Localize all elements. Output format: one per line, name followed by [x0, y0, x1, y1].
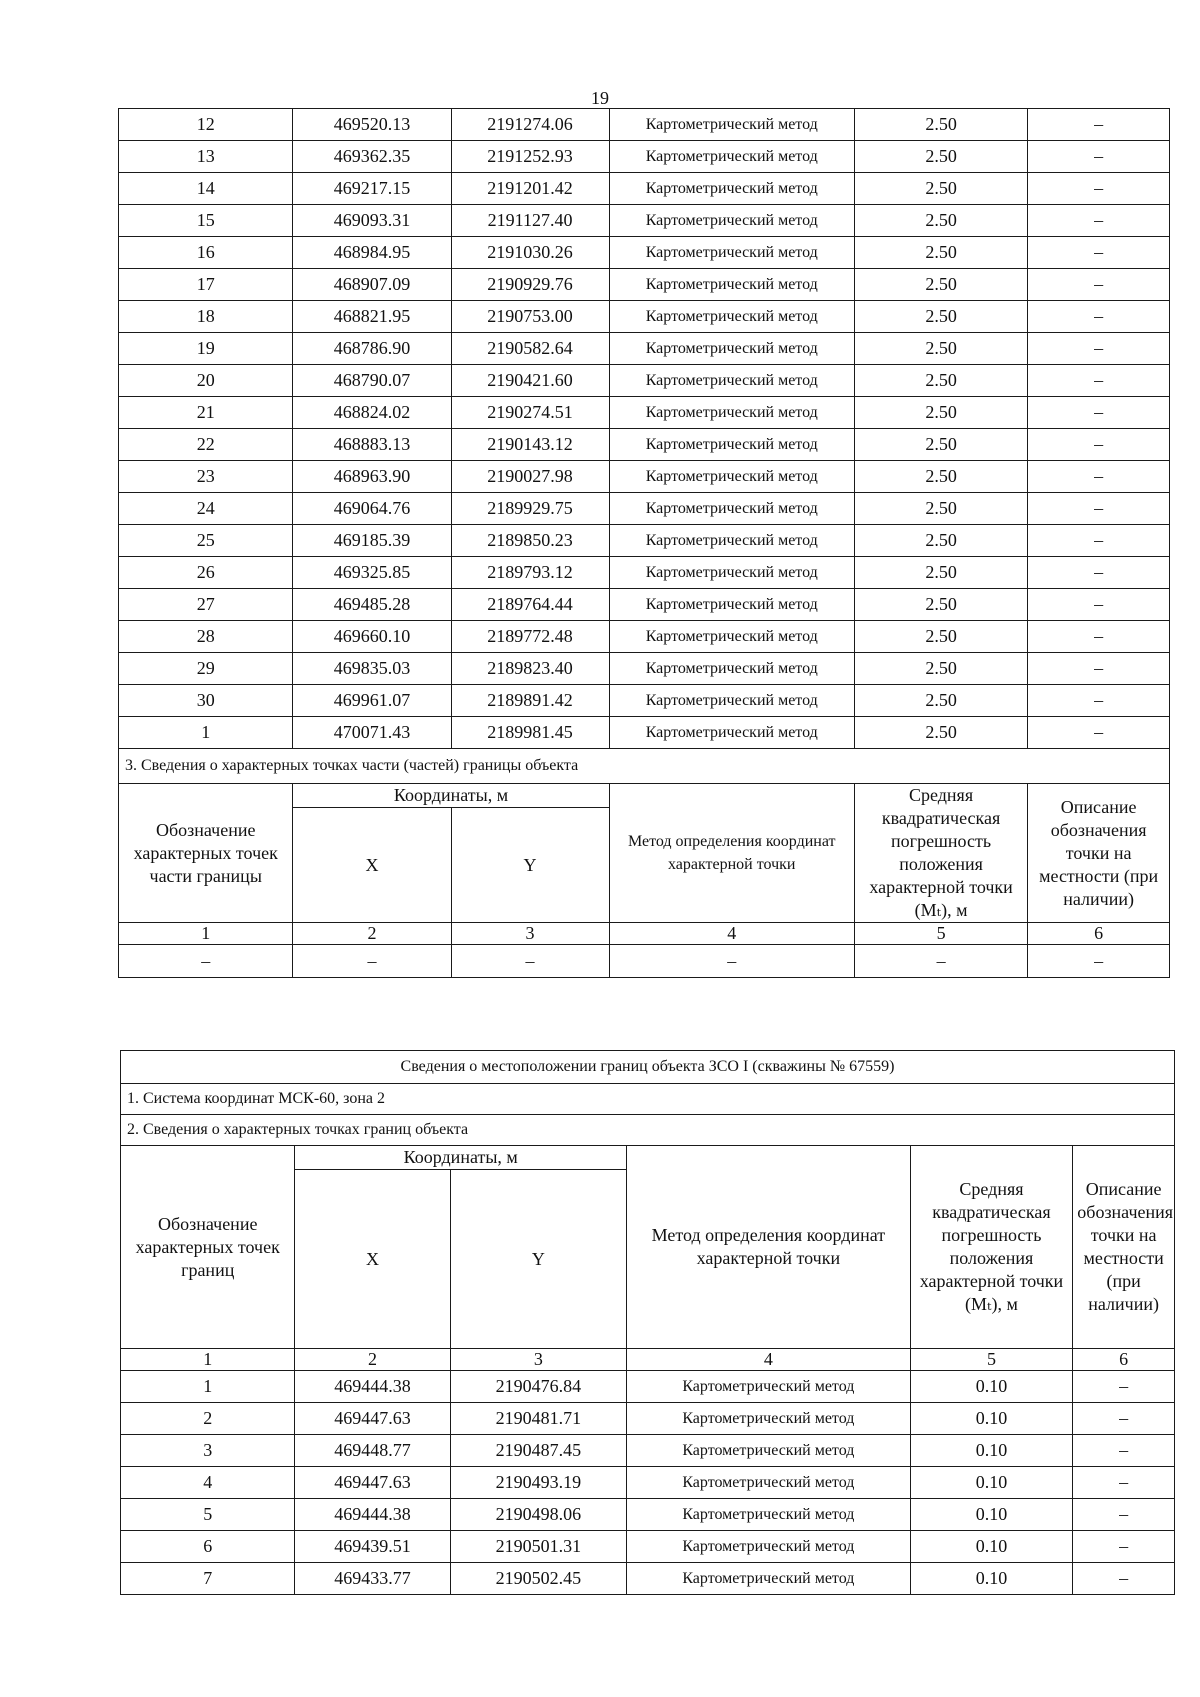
table-row	[119, 429, 1170, 461]
header-mt: Средняя квадратическая погрешность положения характерной точки (Mₜ), м	[910, 1146, 1073, 1349]
coord-x: 470071.43	[293, 717, 451, 749]
mt-value: 2.50	[854, 461, 1027, 493]
coord-y: 2189764.44	[451, 589, 609, 621]
method-cell: Картометрический метод	[609, 717, 854, 749]
coord-x: 469064.76	[293, 493, 451, 525]
header-method: Метод определения координат характерной точки	[627, 1146, 911, 1349]
table-row	[119, 685, 1170, 717]
table-row	[119, 269, 1170, 301]
point-number: 13	[119, 141, 293, 173]
mt-value: 0.10	[910, 1403, 1073, 1435]
point-number: 26	[119, 557, 293, 589]
mt-value: 2.50	[854, 141, 1027, 173]
point-number: 12	[119, 109, 293, 141]
method-cell: Картометрический метод	[609, 205, 854, 237]
coord-x: 469835.03	[293, 653, 451, 685]
mt-value: 2.50	[854, 685, 1027, 717]
point-number: 25	[119, 525, 293, 557]
col-number: 6	[1073, 1349, 1175, 1371]
coord-x: 469185.39	[293, 525, 451, 557]
point-number: 19	[119, 333, 293, 365]
mt-value: 2.50	[854, 557, 1027, 589]
method-cell: Картометрический метод	[609, 653, 854, 685]
description-cell: –	[1028, 141, 1170, 173]
method-cell: Картометрический метод	[609, 109, 854, 141]
col-number: 5	[910, 1349, 1073, 1371]
method-cell: Картометрический метод	[609, 461, 854, 493]
mt-value: 0.10	[910, 1435, 1073, 1467]
table-row	[119, 237, 1170, 269]
coord-x: 469961.07	[293, 685, 451, 717]
mt-value: 0.10	[910, 1563, 1073, 1595]
coord-y: 2190487.45	[450, 1435, 627, 1467]
point-number: 6	[121, 1531, 295, 1563]
coord-x: 469520.13	[293, 109, 451, 141]
description-cell: –	[1073, 1435, 1175, 1467]
coord-y: 2189850.23	[451, 525, 609, 557]
point-number: 3	[121, 1435, 295, 1467]
col-number: 5	[854, 923, 1027, 945]
description-cell: –	[1028, 621, 1170, 653]
coord-y: 2190493.19	[450, 1467, 627, 1499]
table1-body	[119, 109, 1170, 749]
table-row	[119, 557, 1170, 589]
coord-y: 2189772.48	[451, 621, 609, 653]
point-number: 4	[121, 1467, 295, 1499]
header-y: Y	[450, 1170, 627, 1349]
method-cell: Картометрический метод	[609, 141, 854, 173]
table2-head	[121, 1051, 1175, 1371]
point-number: 2	[121, 1403, 295, 1435]
coord-x: 469444.38	[295, 1499, 450, 1531]
coord-y: 2189891.42	[451, 685, 609, 717]
method-cell: Картометрический метод	[609, 365, 854, 397]
method-cell: Картометрический метод	[609, 269, 854, 301]
header-designation: Обозначение характерных точек части границы	[119, 784, 293, 923]
coord-y: 2189823.40	[451, 653, 609, 685]
method-cell: Картометрический метод	[609, 557, 854, 589]
description-cell: –	[1073, 1531, 1175, 1563]
col-number: 6	[1028, 923, 1170, 945]
col-number: 3	[451, 923, 609, 945]
zso-boundary-table	[120, 1050, 1175, 1595]
point-number: 1	[121, 1371, 295, 1403]
coord-y: 2190582.64	[451, 333, 609, 365]
coord-y: 2191201.42	[451, 173, 609, 205]
table-row	[121, 1435, 1175, 1467]
point-number: 27	[119, 589, 293, 621]
coord-x: 468963.90	[293, 461, 451, 493]
mt-value: 2.50	[854, 397, 1027, 429]
description-cell: –	[1073, 1403, 1175, 1435]
empty-cell: –	[293, 945, 451, 978]
coord-x: 469447.63	[295, 1467, 450, 1499]
description-cell: –	[1028, 653, 1170, 685]
header-mt: Средняя квадратическая погрешность положения характерной точки (Mₜ), м	[854, 784, 1027, 923]
coord-y: 2190274.51	[451, 397, 609, 429]
col-number: 1	[121, 1349, 295, 1371]
table-row	[121, 1499, 1175, 1531]
point-number: 7	[121, 1563, 295, 1595]
method-cell: Картометрический метод	[627, 1467, 911, 1499]
header-designation: Обозначение характерных точек границ	[121, 1146, 295, 1349]
coord-x: 468786.90	[293, 333, 451, 365]
empty-cell: –	[451, 945, 609, 978]
empty-cell: –	[1028, 945, 1170, 978]
method-cell: Картометрический метод	[609, 589, 854, 621]
coord-x: 468824.02	[293, 397, 451, 429]
description-cell: –	[1028, 173, 1170, 205]
coord-y: 2191252.93	[451, 141, 609, 173]
coord-y: 2191274.06	[451, 109, 609, 141]
description-cell: –	[1073, 1371, 1175, 1403]
description-cell: –	[1028, 205, 1170, 237]
description-cell: –	[1028, 525, 1170, 557]
table-row	[119, 109, 1170, 141]
coord-y: 2189981.45	[451, 717, 609, 749]
coord-x: 469439.51	[295, 1531, 450, 1563]
mt-value: 2.50	[854, 205, 1027, 237]
table-row	[119, 205, 1170, 237]
mt-value: 0.10	[910, 1531, 1073, 1563]
mt-value: 2.50	[854, 525, 1027, 557]
col-number: 2	[295, 1349, 450, 1371]
description-cell: –	[1073, 1467, 1175, 1499]
mt-value: 2.50	[854, 621, 1027, 653]
coord-y: 2190027.98	[451, 461, 609, 493]
coord-y: 2190421.60	[451, 365, 609, 397]
description-cell: –	[1028, 237, 1170, 269]
mt-value: 2.50	[854, 269, 1027, 301]
method-cell: Картометрический метод	[627, 1403, 911, 1435]
method-cell: Картометрический метод	[609, 621, 854, 653]
col-number: 3	[450, 1349, 627, 1371]
method-cell: Картометрический метод	[627, 1531, 911, 1563]
method-cell: Картометрический метод	[627, 1499, 911, 1531]
coord-x: 468790.07	[293, 365, 451, 397]
method-cell: Картометрический метод	[609, 237, 854, 269]
table-row	[119, 301, 1170, 333]
table-row	[119, 525, 1170, 557]
empty-cell: –	[119, 945, 293, 978]
point-number: 16	[119, 237, 293, 269]
table-row	[119, 493, 1170, 525]
mt-value: 2.50	[854, 301, 1027, 333]
point-number: 23	[119, 461, 293, 493]
table-row	[119, 333, 1170, 365]
coord-y: 2190476.84	[450, 1371, 627, 1403]
mt-value: 2.50	[854, 237, 1027, 269]
coordinate-system: 1. Система координат МСК-60, зона 2	[121, 1084, 1175, 1115]
coord-y: 2190501.31	[450, 1531, 627, 1563]
point-number: 29	[119, 653, 293, 685]
coord-x: 469362.35	[293, 141, 451, 173]
point-number: 24	[119, 493, 293, 525]
description-cell: –	[1028, 685, 1170, 717]
description-cell: –	[1073, 1563, 1175, 1595]
description-cell: –	[1028, 557, 1170, 589]
section2-title: 2. Сведения о характерных точках границ объекта	[121, 1115, 1175, 1146]
method-cell: Картометрический метод	[609, 429, 854, 461]
mt-value: 0.10	[910, 1499, 1073, 1531]
table-row	[121, 1467, 1175, 1499]
method-cell: Картометрический метод	[627, 1435, 911, 1467]
coord-x: 469485.28	[293, 589, 451, 621]
boundary-points-table-continued	[118, 108, 1170, 978]
table2-body	[121, 1371, 1175, 1595]
table-row	[119, 653, 1170, 685]
table-row	[119, 589, 1170, 621]
description-cell: –	[1028, 301, 1170, 333]
point-number: 28	[119, 621, 293, 653]
col-number: 2	[293, 923, 451, 945]
header-x: X	[293, 808, 451, 923]
method-cell: Картометрический метод	[609, 493, 854, 525]
col-number: 4	[627, 1349, 911, 1371]
table-row	[119, 621, 1170, 653]
header-coords: Координаты, м	[293, 784, 609, 808]
description-cell: –	[1028, 429, 1170, 461]
coord-x: 468984.95	[293, 237, 451, 269]
mt-value: 2.50	[854, 109, 1027, 141]
coord-x: 468883.13	[293, 429, 451, 461]
table-row	[119, 717, 1170, 749]
mt-value: 2.50	[854, 589, 1027, 621]
coord-y: 2190143.12	[451, 429, 609, 461]
table-row	[119, 461, 1170, 493]
description-cell: –	[1028, 365, 1170, 397]
method-cell: Картометрический метод	[609, 685, 854, 717]
point-number: 14	[119, 173, 293, 205]
method-cell: Картометрический метод	[627, 1563, 911, 1595]
point-number: 21	[119, 397, 293, 429]
coord-y: 2191030.26	[451, 237, 609, 269]
point-number: 5	[121, 1499, 295, 1531]
coord-y: 2190481.71	[450, 1403, 627, 1435]
table-row	[121, 1371, 1175, 1403]
description-cell: –	[1028, 493, 1170, 525]
coord-x: 469217.15	[293, 173, 451, 205]
method-cell: Картометрический метод	[609, 173, 854, 205]
mt-value: 2.50	[854, 493, 1027, 525]
point-number: 22	[119, 429, 293, 461]
header-y: Y	[451, 808, 609, 923]
description-cell: –	[1028, 333, 1170, 365]
page-number: 19	[591, 88, 609, 108]
mt-value: 2.50	[854, 333, 1027, 365]
mt-value: 2.50	[854, 173, 1027, 205]
point-number: 1	[119, 717, 293, 749]
table-row	[121, 1563, 1175, 1595]
coord-x: 468821.95	[293, 301, 451, 333]
coord-y: 2190498.06	[450, 1499, 627, 1531]
table-row	[121, 1403, 1175, 1435]
coord-y: 2191127.40	[451, 205, 609, 237]
method-cell: Картометрический метод	[609, 397, 854, 429]
empty-cell: –	[854, 945, 1027, 978]
header-coords: Координаты, м	[295, 1146, 627, 1170]
coord-x: 469444.38	[295, 1371, 450, 1403]
description-cell: –	[1073, 1499, 1175, 1531]
description-cell: –	[1028, 717, 1170, 749]
coord-y: 2190929.76	[451, 269, 609, 301]
description-cell: –	[1028, 589, 1170, 621]
point-number: 15	[119, 205, 293, 237]
description-cell: –	[1028, 269, 1170, 301]
description-cell: –	[1028, 461, 1170, 493]
table1-section3	[119, 749, 1170, 978]
method-cell: Картометрический метод	[627, 1371, 911, 1403]
mt-value: 2.50	[854, 365, 1027, 397]
method-cell: Картометрический метод	[609, 525, 854, 557]
header-desc: Описание обозначения точки на местности (при наличии)	[1073, 1146, 1175, 1349]
coord-y: 2190753.00	[451, 301, 609, 333]
header-method: Метод определения координат характерной точки	[609, 784, 854, 923]
table-row	[119, 141, 1170, 173]
method-cell: Картометрический метод	[609, 333, 854, 365]
point-number: 20	[119, 365, 293, 397]
coord-y: 2190502.45	[450, 1563, 627, 1595]
table2-title: Сведения о местоположении границ объекта ЗСО I (скважины № 67559)	[121, 1051, 1175, 1084]
empty-cell: –	[609, 945, 854, 978]
table-row	[119, 173, 1170, 205]
col-number: 1	[119, 923, 293, 945]
table-row	[121, 1531, 1175, 1563]
method-cell: Картометрический метод	[609, 301, 854, 333]
coord-x: 469325.85	[293, 557, 451, 589]
coord-x: 469093.31	[293, 205, 451, 237]
coord-x: 468907.09	[293, 269, 451, 301]
point-number: 18	[119, 301, 293, 333]
table-row	[119, 365, 1170, 397]
coord-y: 2189793.12	[451, 557, 609, 589]
point-number: 30	[119, 685, 293, 717]
mt-value: 2.50	[854, 717, 1027, 749]
description-cell: –	[1028, 397, 1170, 429]
coord-x: 469447.63	[295, 1403, 450, 1435]
coord-x: 469433.77	[295, 1563, 450, 1595]
coord-x: 469660.10	[293, 621, 451, 653]
description-cell: –	[1028, 109, 1170, 141]
mt-value: 2.50	[854, 429, 1027, 461]
col-number: 4	[609, 923, 854, 945]
mt-value: 2.50	[854, 653, 1027, 685]
mt-value: 0.10	[910, 1371, 1073, 1403]
header-desc: Описание обозначения точки на местности (при наличии)	[1028, 784, 1170, 923]
coord-y: 2189929.75	[451, 493, 609, 525]
point-number: 17	[119, 269, 293, 301]
header-x: X	[295, 1170, 450, 1349]
table-row	[119, 397, 1170, 429]
section3-title: 3. Сведения о характерных точках части (частей) границы объекта	[119, 749, 1170, 784]
coord-x: 469448.77	[295, 1435, 450, 1467]
mt-value: 0.10	[910, 1467, 1073, 1499]
